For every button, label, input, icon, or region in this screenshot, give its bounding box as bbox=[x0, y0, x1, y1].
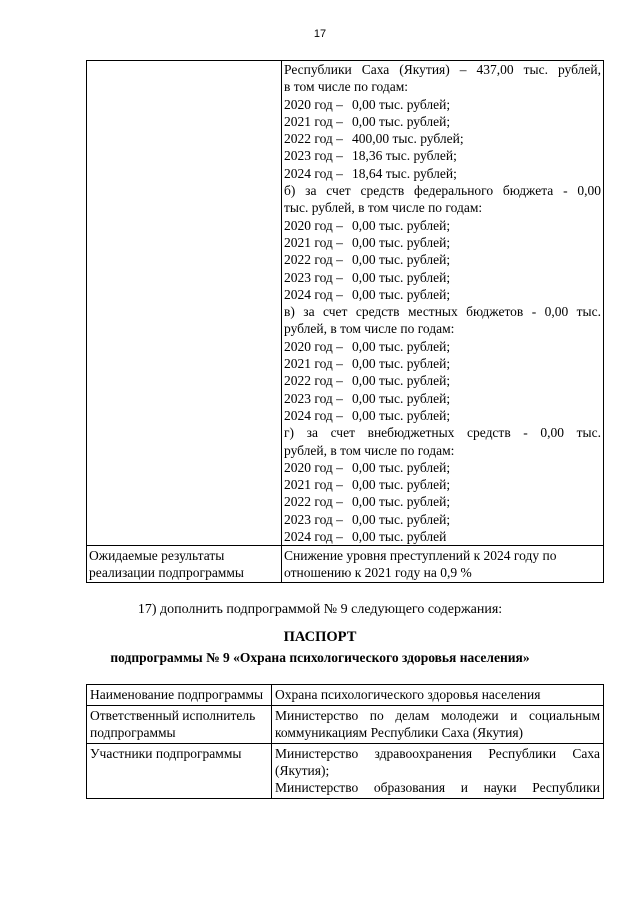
amount-value: 0,00 тыс. рублей; bbox=[352, 477, 451, 493]
finance-text-line: тыс. рублей, в том числе по годам: bbox=[284, 200, 483, 216]
table-row bbox=[87, 744, 604, 799]
finance-text-line: рублей, в том числе по годам: bbox=[284, 321, 455, 337]
participant-line: Министерство образования и науки Республики bbox=[275, 780, 600, 795]
expected-results-label: Ожидаемые результаты реализации подпрограммы bbox=[87, 546, 282, 583]
amount-value: 0,00 тыс. рублей; bbox=[352, 373, 451, 389]
amount-value: 0,00 тыс. рублей; bbox=[352, 234, 451, 250]
amount-value: 18,64 тыс. рублей; bbox=[352, 165, 457, 181]
table-row bbox=[87, 685, 604, 706]
year-amount-line bbox=[284, 493, 601, 510]
year-amount-line bbox=[284, 251, 601, 268]
participant-line: Министерство здравоохранения Республики Саха (Якутия); bbox=[275, 746, 600, 778]
row-value bbox=[272, 744, 604, 799]
finance-table bbox=[86, 60, 604, 583]
finance-text-cell bbox=[282, 61, 604, 546]
amount-value: 0,00 тыс. рублей; bbox=[352, 269, 451, 285]
finance-text-line: рублей, в том числе по годам: bbox=[284, 442, 455, 458]
year-label: 2023 год – bbox=[284, 511, 343, 527]
row-label: Участники подпрограммы bbox=[87, 744, 272, 799]
finance-text-line: б) за счет средств федерального бюджета - 0,00 bbox=[284, 183, 601, 199]
year-label: 2020 год – bbox=[284, 459, 343, 475]
passport-table bbox=[86, 684, 604, 799]
year-amount-line bbox=[284, 130, 601, 147]
page-number: 17 bbox=[313, 28, 327, 40]
table-row bbox=[87, 61, 604, 546]
year-label: 2021 год – bbox=[284, 356, 343, 372]
amount-value: 0,00 тыс. рублей; bbox=[352, 338, 451, 354]
amount-value: 0,00 тыс. рублей; bbox=[352, 113, 451, 129]
passport-subtitle: подпрограммы № 9 «Охрана психологического здоровья населения» bbox=[110, 650, 530, 665]
amount-value: 0,00 тыс. рублей; bbox=[352, 286, 451, 302]
year-amount-line bbox=[284, 407, 601, 424]
amount-value: 0,00 тыс. рублей; bbox=[352, 511, 451, 527]
amount-value: 0,00 тыс. рублей; bbox=[352, 96, 451, 112]
finance-text-line: в том числе по годам: bbox=[284, 79, 409, 95]
year-amount-line bbox=[284, 372, 601, 389]
amount-value: 0,00 тыс. рублей; bbox=[352, 356, 451, 372]
table-row bbox=[87, 706, 604, 744]
year-amount-line bbox=[284, 355, 601, 372]
year-amount-line bbox=[284, 476, 601, 493]
year-amount-line bbox=[284, 217, 601, 234]
amount-value: 400,00 тыс. рублей; bbox=[352, 131, 464, 147]
year-amount-line bbox=[284, 269, 601, 286]
year-label: 2020 год – bbox=[284, 96, 343, 112]
year-label: 2022 год – bbox=[284, 373, 343, 389]
year-amount-line bbox=[284, 147, 601, 164]
year-amount-line bbox=[284, 390, 601, 407]
year-amount-line bbox=[284, 96, 601, 113]
year-label: 2024 год – bbox=[284, 529, 343, 545]
year-amount-line bbox=[284, 234, 601, 251]
amendment-intro-text: 17) дополнить подпрограммой № 9 следующего содержания: bbox=[137, 602, 503, 617]
year-label: 2023 год – bbox=[284, 390, 343, 406]
expected-results-value: Снижение уровня преступлений к 2024 году по отношению к 2021 году на 0,9 % bbox=[282, 546, 604, 583]
year-amount-line bbox=[284, 338, 601, 355]
amount-value: 0,00 тыс. рублей; bbox=[352, 407, 451, 423]
amount-value: 0,00 тыс. рублей; bbox=[352, 217, 451, 233]
year-label: 2023 год – bbox=[284, 269, 343, 285]
year-amount-line bbox=[284, 528, 601, 545]
finance-text-line: в) за счет средств местных бюджетов - 0,00 тыс. bbox=[284, 304, 601, 320]
amount-value: 18,36 тыс. рублей; bbox=[352, 148, 457, 164]
year-label: 2021 год – bbox=[284, 477, 343, 493]
table-row bbox=[87, 546, 604, 583]
row-label: Ответственный исполнитель подпрограммы bbox=[87, 706, 272, 744]
amount-value: 0,00 тыс. рублей bbox=[352, 529, 447, 545]
empty-label-cell bbox=[87, 61, 282, 546]
year-label: 2022 год – bbox=[284, 252, 343, 268]
year-label: 2020 год – bbox=[284, 217, 343, 233]
year-label: 2024 год – bbox=[284, 407, 343, 423]
row-value: Охрана психологического здоровья населения bbox=[272, 685, 604, 706]
year-amount-line bbox=[284, 286, 601, 303]
year-label: 2024 год – bbox=[284, 286, 343, 302]
year-label: 2024 год – bbox=[284, 165, 343, 181]
row-label: Наименование подпрограммы bbox=[87, 685, 272, 706]
amount-value: 0,00 тыс. рублей; bbox=[352, 390, 451, 406]
amount-value: 0,00 тыс. рублей; bbox=[352, 494, 451, 510]
year-amount-line bbox=[284, 113, 601, 130]
year-label: 2023 год – bbox=[284, 148, 343, 164]
amount-value: 0,00 тыс. рублей; bbox=[352, 459, 451, 475]
year-label: 2021 год – bbox=[284, 113, 343, 129]
year-label: 2022 год – bbox=[284, 131, 343, 147]
year-label: 2021 год – bbox=[284, 234, 343, 250]
passport-title: ПАСПОРТ bbox=[283, 629, 357, 645]
year-label: 2022 год – bbox=[284, 494, 343, 510]
row-value: Министерство по делам молодежи и социальным коммуникациям Республики Саха (Якутия) bbox=[272, 706, 604, 744]
year-amount-line bbox=[284, 165, 601, 182]
finance-text-line: г) за счет внебюджетных средств - 0,00 тыс. bbox=[284, 425, 601, 441]
year-amount-line bbox=[284, 511, 601, 528]
year-amount-line bbox=[284, 459, 601, 476]
finance-text-line: Республики Саха (Якутия) – 437,00 тыс. рублей, bbox=[284, 62, 601, 77]
amount-value: 0,00 тыс. рублей; bbox=[352, 252, 451, 268]
year-label: 2020 год – bbox=[284, 338, 343, 354]
